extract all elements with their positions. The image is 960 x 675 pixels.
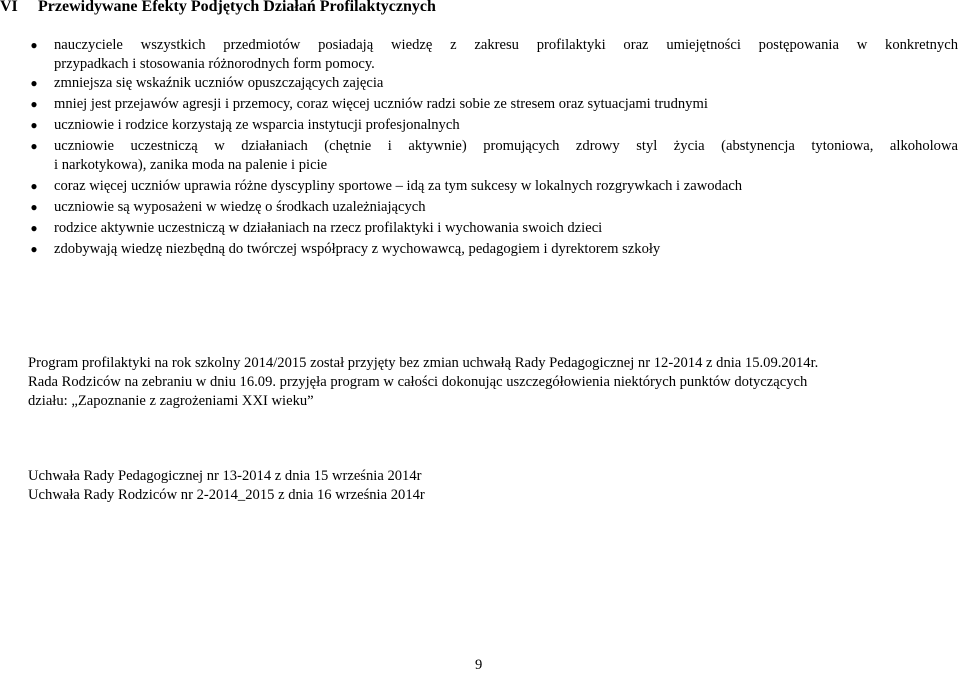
list-item-text: i narkotykowa), zanika moda na palenie i picie bbox=[54, 157, 328, 173]
resolution-line: Uchwała Rady Rodziców nr 2-2014_2015 z dnia 16 września 2014r bbox=[28, 487, 425, 503]
bullet-icon: ● bbox=[30, 139, 38, 153]
paragraph-line: Rada Rodziców na zebraniu w dniu 16.09. przyjęła program w całości dokonując uszczegółowienia niektórych punktów dotyczących bbox=[28, 374, 808, 390]
list-item-text: zmniejsza się wskaźnik uczniów opuszczających zajęcia bbox=[54, 75, 384, 91]
list-item-text: rodzice aktywnie uczestniczą w działaniach na rzecz profilaktyki i wychowania swoich dzieci bbox=[54, 220, 603, 236]
list-item-text: przypadkach i stosowania różnorodnych form pomocy. bbox=[54, 56, 375, 72]
resolutions-block bbox=[28, 467, 948, 505]
list-item bbox=[28, 36, 958, 74]
list-item bbox=[28, 95, 958, 114]
section-number: VI bbox=[0, 0, 18, 15]
list-item-text: zdobywają wiedzę niezbędną do twórczej współpracy z wychowawcą, pedagogiem i dyrektorem szkoły bbox=[54, 241, 661, 257]
list-item bbox=[28, 74, 958, 93]
bullet-icon: ● bbox=[30, 118, 38, 132]
bullet-icon: ● bbox=[30, 179, 38, 193]
list-item-text: nauczyciele wszystkich przedmiotów posiadają wiedzę z zakresu profilaktyki oraz umiejętności postępowania w konkretnych bbox=[54, 37, 958, 53]
expected-effects-list bbox=[28, 36, 958, 259]
list-item bbox=[28, 219, 958, 238]
bullet-icon: ● bbox=[30, 76, 38, 90]
bullet-icon: ● bbox=[30, 97, 38, 111]
bullet-icon: ● bbox=[30, 221, 38, 235]
list-item bbox=[28, 198, 958, 217]
program-paragraph bbox=[28, 354, 948, 411]
list-item-text: coraz więcej uczniów uprawia różne dyscypliny sportowe – idą za tym sukcesy w lokalnych rozgrywkach i zawodach bbox=[54, 178, 743, 194]
list-item bbox=[28, 137, 958, 175]
bullet-icon: ● bbox=[30, 242, 38, 256]
page-number: 9 bbox=[475, 657, 483, 673]
list-item-text: uczniowie i rodzice korzystają ze wsparcia instytucji profesjonalnych bbox=[54, 117, 460, 133]
paragraph-line: Program profilaktyki na rok szkolny 2014/2015 został przyjęty bez zmian uchwałą Rady Pedagogicznej nr 12-2014 z dnia 15.09.2014r. bbox=[28, 355, 819, 371]
paragraph-line: działu: „Zapoznanie z zagrożeniami XXI wieku” bbox=[28, 393, 314, 409]
list-item-text: uczniowie uczestniczą w działaniach (chętnie i aktywnie) promujących zdrowy styl życia (abstynencja tytoniowa, alkoholowa bbox=[54, 138, 958, 154]
list-item-text: mniej jest przejawów agresji i przemocy, coraz więcej uczniów radzi sobie ze stresem oraz sytuacjami trudnymi bbox=[54, 96, 708, 112]
list-item bbox=[28, 116, 958, 135]
list-item bbox=[28, 240, 958, 259]
list-item-text: uczniowie są wyposażeni w wiedzę o środkach uzależniających bbox=[54, 199, 426, 215]
resolution-line: Uchwała Rady Pedagogicznej nr 13-2014 z dnia 15 września 2014r bbox=[28, 468, 422, 484]
list-item bbox=[28, 177, 958, 196]
bullet-icon: ● bbox=[30, 38, 38, 52]
section-title: Przewidywane Efekty Podjętych Działań Profilaktycznych bbox=[38, 0, 436, 15]
bullet-icon: ● bbox=[30, 200, 38, 214]
